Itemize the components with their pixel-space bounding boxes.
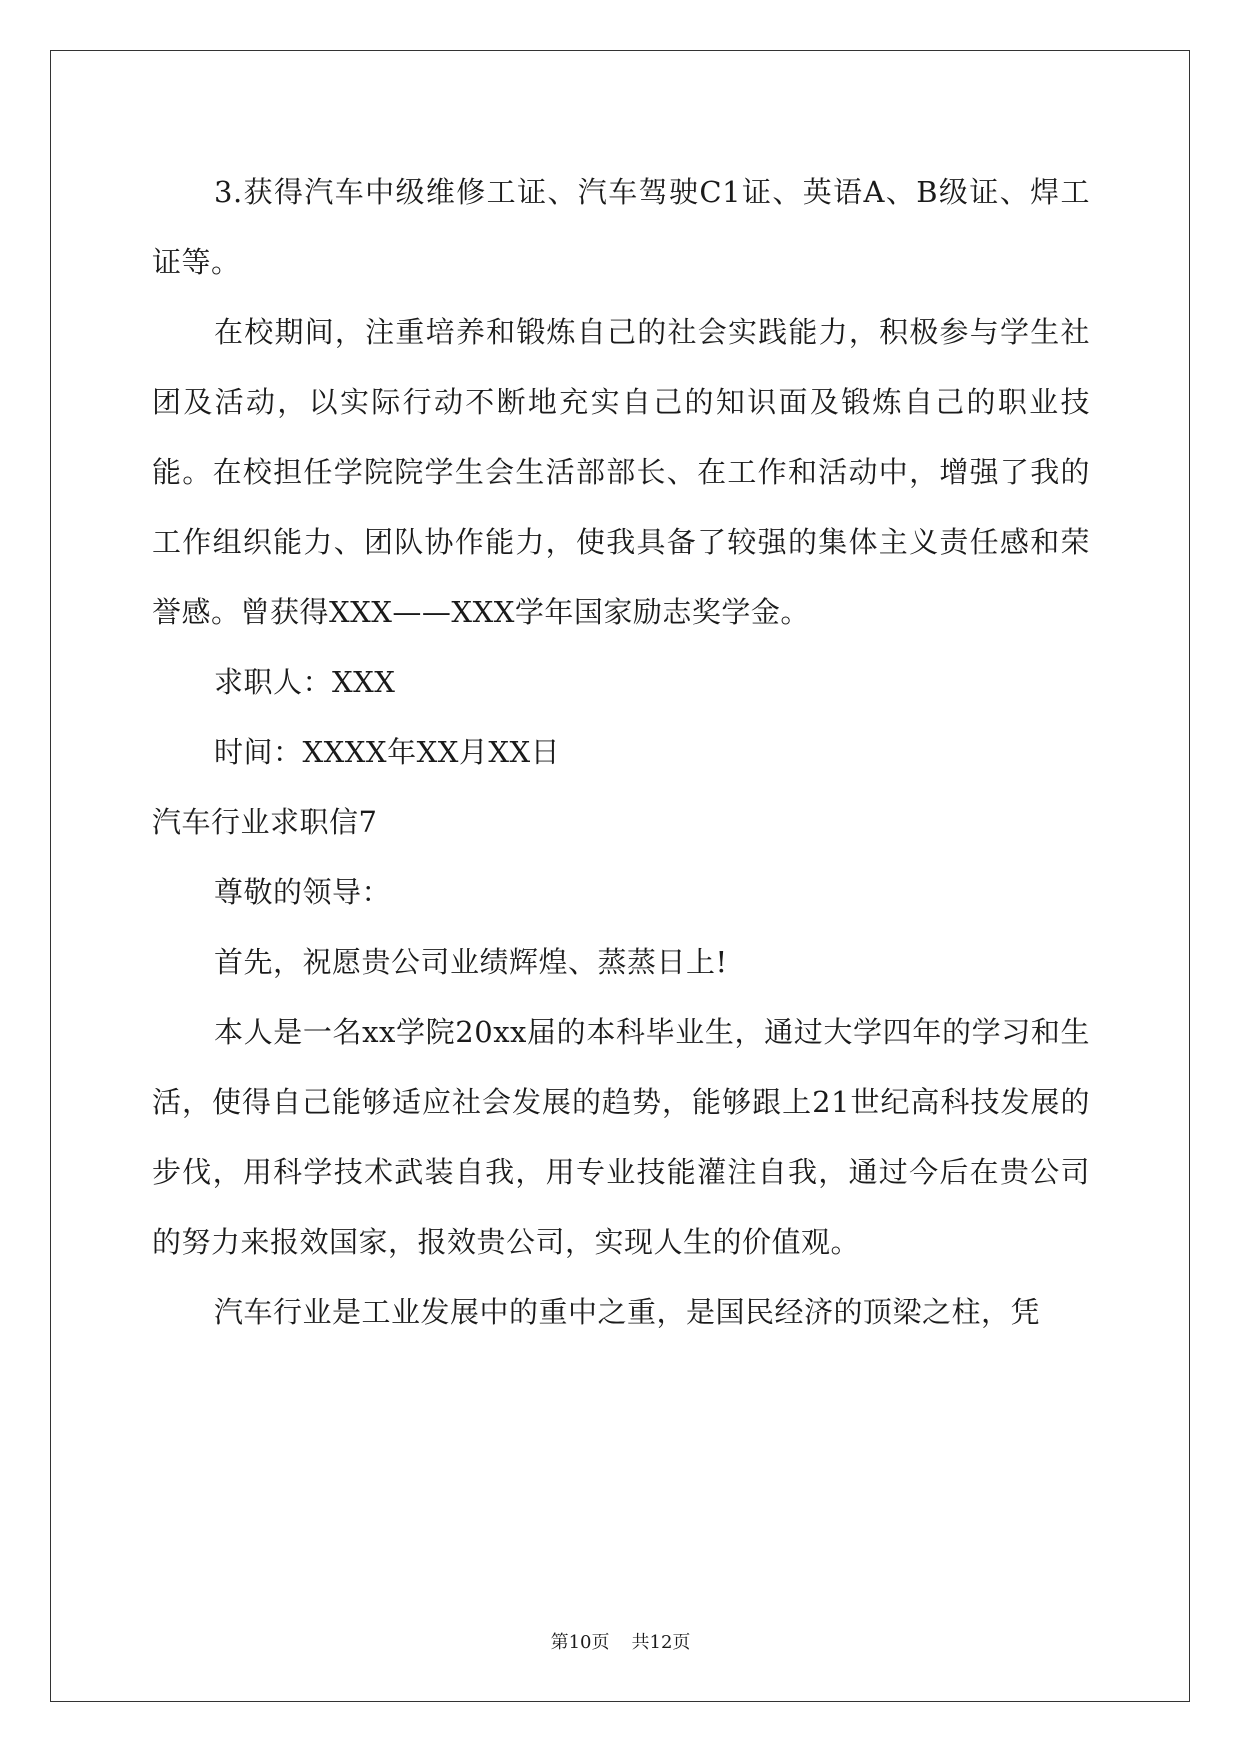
paragraph-greeting: 首先，祝愿贵公司业绩辉煌、蒸蒸日上!: [214, 945, 728, 979]
section-title: 汽车行业求职信7: [152, 805, 378, 839]
document-body: [152, 157, 1090, 1347]
page-footer: [0, 1628, 1241, 1654]
paragraph-date: 时间：XXXX年XX月XX日: [214, 735, 561, 769]
paragraph-certificates: 3.获得汽车中级维修工证、汽车驾驶C1证、英语A、B级证、焊工证等。: [152, 175, 1090, 279]
paragraph-self-intro: 本人是一名xx学院20xx届的本科毕业生，通过大学四年的学习和生活，使得自己能够适应社会发展的趋势，能够跟上21世纪高科技发展的步伐，用科学技术武装自我，用专业技能灌注自我，通过今后在贵公司的努力来报效国家，报效贵公司，实现人生的价值观。: [152, 1015, 1090, 1259]
paragraph-campus-activities: 在校期间，注重培养和锻炼自己的社会实践能力，积极参与学生社团及活动，以实际行动不断地充实自己的知识面及锻炼自己的职业技能。在校担任学院院学生会生活部部长、在工作和活动中，增强了我的工作组织能力、团队协作能力，使我具备了较强的集体主义责任感和荣誉感。曾获得XXX——XXX学年国家励志奖学金。: [152, 315, 1090, 629]
page-total: 共12页: [631, 1632, 691, 1653]
paragraph-salutation: 尊敬的领导：: [214, 875, 392, 909]
paragraph-industry: 汽车行业是工业发展中的重中之重，是国民经济的顶梁之柱，凭: [214, 1295, 1041, 1329]
paragraph-applicant: 求职人：XXX: [214, 665, 396, 699]
page-number: 第10页: [550, 1632, 610, 1653]
